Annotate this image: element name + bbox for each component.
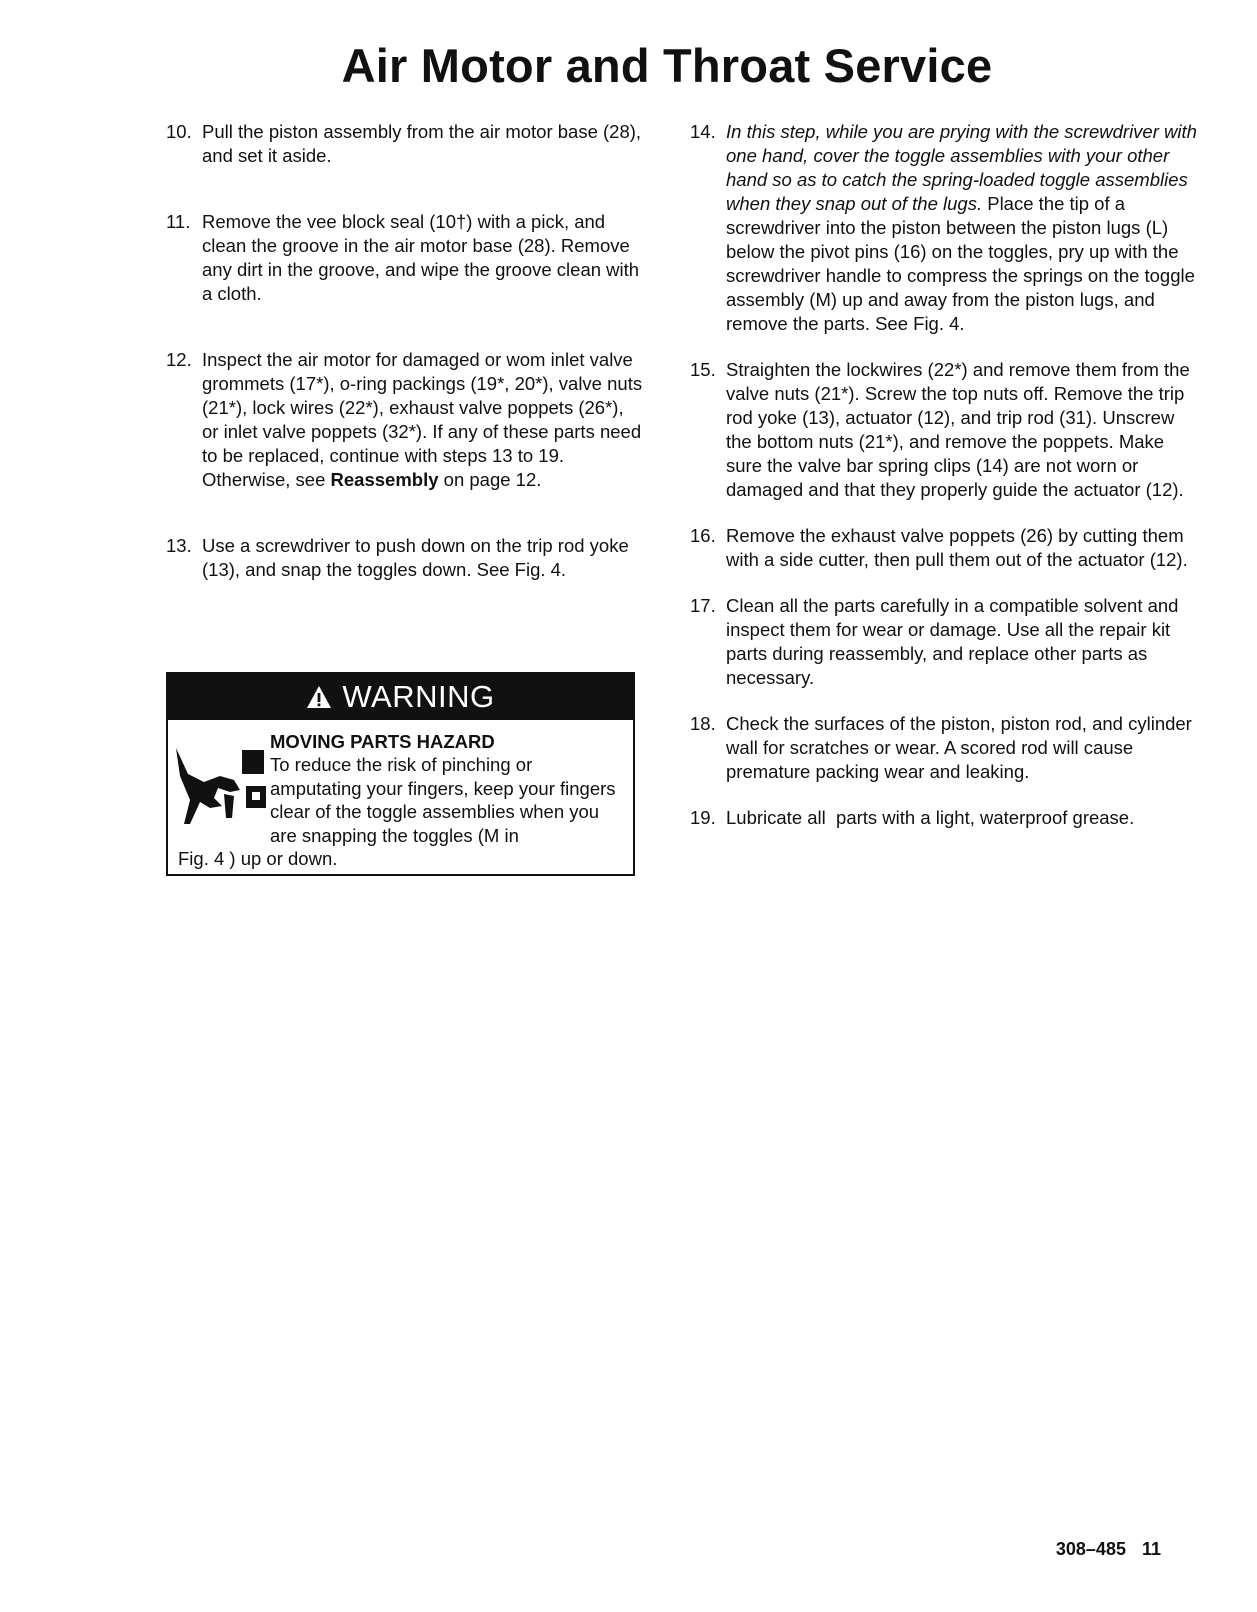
- hazard-text-tail: Fig. 4 ) up or down.: [178, 848, 338, 869]
- step-19: [690, 806, 1200, 830]
- step-number: 14.: [690, 121, 716, 142]
- step-number: 15.: [690, 359, 716, 380]
- right-column: [690, 120, 1200, 830]
- left-column: [166, 120, 644, 582]
- warning-triangle-icon: [306, 685, 332, 709]
- step-17: [690, 594, 1200, 690]
- step-number: 10.: [166, 121, 192, 142]
- hazard-title: MOVING PARTS HAZARD: [270, 731, 495, 752]
- step-number: 12.: [166, 349, 192, 370]
- reassembly-reference: Reassembly: [330, 469, 439, 490]
- page-number: 11: [1141, 1539, 1161, 1559]
- step-13: [166, 534, 644, 582]
- step-text-after: on page 12.: [438, 469, 542, 490]
- step-12: [166, 348, 644, 492]
- step-number: 16.: [690, 525, 716, 546]
- warning-label: WARNING: [342, 679, 495, 714]
- document-number: 308–485: [1055, 1539, 1126, 1559]
- step-number: 17.: [690, 595, 716, 616]
- step-text: Clean all the parts carefully in a compatible solvent and inspect them for wear or damage. Use all the repair kit parts during reassembly, and replace other parts as necessary.: [726, 595, 1179, 688]
- step-10: [166, 120, 644, 168]
- step-text: Remove the vee block seal (10†) with a pick, and clean the groove in the air motor base (28). Remove any dirt in the groove, and wipe the groove clean with a cloth.: [202, 211, 640, 304]
- step-number: 18.: [690, 713, 716, 734]
- step-text: Straighten the lockwires (22*) and remove them from the valve nuts (21*). Screw the top nuts off. Remove the trip rod yoke (13), actuator (12), and trip rod (31). Unscrew the bottom nuts (21*), and remove the poppets. Make sure the valve bar spring clips (14) are not worn or damaged and that they properly guide the actuator (12).: [726, 359, 1190, 500]
- step-11: [166, 210, 644, 306]
- step-caution-text: In this step, while you are prying with the screwdriver with one hand, cover the toggle assemblies with your other hand so as to catch the spring-loaded toggle assemblies when they snap out of the lugs.: [726, 121, 1197, 214]
- step-18: [690, 712, 1200, 784]
- step-text: Place the tip of a screwdriver into the piston between the piston lugs (L) below the pivot pins (16) on the toggles, pry up with the screwdriver handle to compress the springs on the toggle assembly (M) up and away from the piston lugs, and remove the parts. See Fig. 4.: [726, 193, 1195, 334]
- step-number: 11.: [166, 211, 191, 232]
- page-footer: [1056, 1539, 1161, 1560]
- warning-header: [168, 674, 633, 720]
- step-text: Lubricate all parts with a light, waterproof grease.: [726, 807, 1135, 828]
- step-number: 19.: [690, 807, 716, 828]
- step-text: Check the surfaces of the piston, piston rod, and cylinder wall for scratches or wear. A scored rod will cause premature packing wear and leaking.: [726, 713, 1192, 782]
- step-text: Inspect the air motor for damaged or wom inlet valve grommets (17*), o-ring packings (19*, 20*), valve nuts (21*), lock wires (22*), exhaust valve poppets (26*), or inlet valve poppets (32*). If any of these parts need to be replaced, continue with steps 13 to 19. Otherwise, see: [202, 349, 643, 490]
- step-16: [690, 524, 1200, 572]
- step-text: Use a screwdriver to push down on the trip rod yoke (13), and snap the toggles down. See Fig. 4.: [202, 535, 629, 580]
- step-15: [690, 358, 1200, 502]
- step-number: 13.: [166, 535, 192, 556]
- page-title: Air Motor and Throat Service: [341, 39, 993, 92]
- warning-box: [166, 672, 635, 876]
- pinch-hazard-hand-icon: [174, 746, 268, 828]
- step-text: Remove the exhaust valve poppets (26) by cutting them with a side cutter, then pull them out of the actuator (12).: [726, 525, 1188, 570]
- step-text: Pull the piston assembly from the air motor base (28), and set it aside.: [202, 121, 642, 166]
- step-14: [690, 120, 1200, 336]
- hazard-text: To reduce the risk of pinching or amputating your fingers, keep your fingers clear of the toggle assemblies when you are snapping the toggles (M in: [270, 754, 616, 846]
